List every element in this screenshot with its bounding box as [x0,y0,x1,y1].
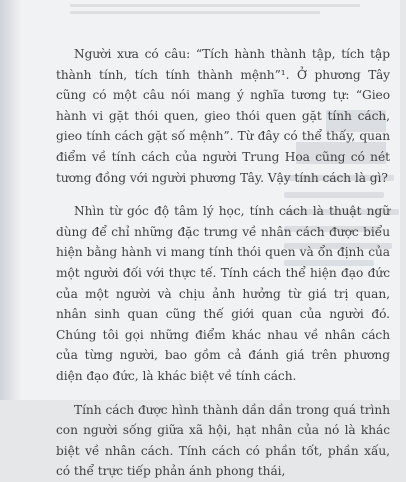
bleed-through-text-top [70,0,390,14]
page-gutter-shadow [0,0,22,400]
paragraph-2: Nhìn từ góc độ tâm lý học, tính cách là thuật ngữ dùng để chỉ những đặc trưng về nhân cách được biểu hiện bằng hành vi mang tính thói quen và ổn định của một người đối với thực tế. Tính cách thể hiện đạo đức của một người và chịu ảnh hưởng từ giá trị quan, nhân sinh quan cũng thế giới quan của người đó. Chúng tôi gọi những điểm khác nhau về nhân cách của từng người, bao gồm cả đánh giá trên phương diện đạo đức, là khác biệt về tính cách. [56,204,390,383]
paragraph-3: Tính cách được hình thành dần dần trong quá trình con người sống giữa xã hội, hạt nhân của nó là khác biệt về nhân cách. Tính cách có phần tốt, phần xấu, có thể trực tiếp phản ánh phong thái, [56,402,390,479]
paragraph-1: Người xưa có câu: “Tích hành thành tập, tích tập thành tính, tích tính thành mệnh”¹. Ở phương Tây cũng có một câu nói mang ý nghĩa tương tự: “Gieo hành vi gặt thói quen, gieo thói quen gặt tính cách, gieo tính cách gặt số mệnh”. Từ đây có thể thấy, quan điểm về tính cách của người Trung Hoa cũng có nét tương đồng với người phương Tây. Vậy tính cách là gì? [56,47,390,185]
body-text [56,44,390,482]
